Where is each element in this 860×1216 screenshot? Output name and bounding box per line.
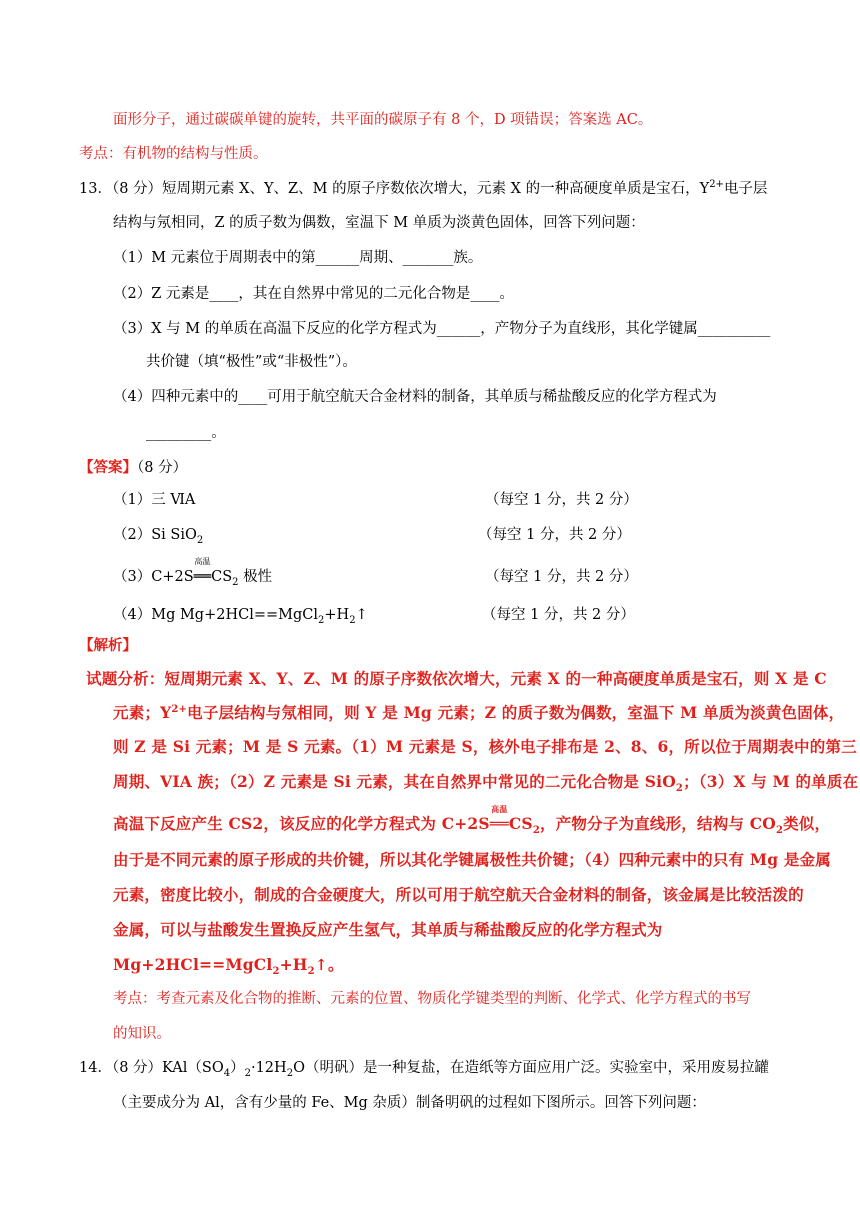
answer-score: （8 分）: [137, 460, 188, 476]
q13-sub3-line1: （3）X 与 M 的单质在高温下反应的化学方程式为______，产物分子为直线形，其化学键属__________: [113, 321, 771, 337]
answer-2: （2）Si SiO$_2$: [113, 527, 204, 546]
answer-label: 【答案】: [79, 459, 137, 476]
analysis-line9: $Mg+2HCl==MgCl_2+H_2↑$。: [113, 955, 344, 978]
q13-sub3-line2: 共价键（填“极性”或“非极性”）。: [146, 354, 357, 370]
analysis-line5: 高温下反应产生 CS2，该反应的化学方程式为 C+2S 高温 $══CS_2$，产物分子为直线形，结构与 $CO_2$类似，: [113, 804, 831, 837]
analysis-line2: 元素；$Y^{2+}$电子层结构与氖相同，则 Y 是 Mg 元素；Z 的质子数为偶数，室温下 M 单质为淡黄色固体，: [113, 703, 845, 722]
analysis-line1: 试题分析：短周期元素 X、Y、Z、M 的原子序数依次增大，元素 X 的一种高硬度单质是宝石，则 X 是 C: [86, 669, 827, 688]
answer-3: （3）C+2S 高温 $══CS_2$ 极性: [113, 557, 273, 588]
answer-1: （1）三 ⅥA: [113, 492, 196, 508]
q13-stem-line1: 13．（8 分）短周期元素 X、Y、Z、M 的原子序数依次增大，元素 X 的一种高硬度单质是宝石，$Y^{2+}$电子层: [79, 179, 768, 197]
q13-stem-line2: 结构与氖相同，Z 的质子数为偶数，室温下 M 单质为淡黄色固体，回答下列问题：: [113, 215, 645, 231]
q14-line1: 14．（8 分）$KAl(SO_4)_2\cdot 12H_2O$（明矾）是一种复盐，在造纸等方面应用广泛。实验室中，采用废易拉罐: [79, 1060, 769, 1079]
answer-1-points: （每空 1 分，共 2 分）: [485, 492, 638, 508]
reaction-condition: 高温 ══: [193, 557, 212, 585]
answer-4: （4）Mg $Mg+2HCl==MgCl_2+H_2↑$: [113, 607, 368, 626]
answer-3-points: （每空 1 分，共 2 分）: [485, 569, 638, 585]
intro-line: 面形分子，通过碳碳单键的旋转，共平面的碳原子有 8 个，D 项错误；答案选 AC。: [113, 112, 653, 128]
kaodian-line: 考点：有机物的结构与性质。: [79, 146, 268, 162]
q13-sub1: （1）M 元素位于周期表中的第______周期、_______族。: [113, 250, 483, 266]
answer-2-points: （每空 1 分，共 2 分）: [478, 527, 631, 543]
q13-sub4-line2: _________。: [146, 425, 226, 441]
q14-line2: （主要成分为 Al，含有少量的 Fe、Mg 杂质）制备明矾的过程如下图所示。回答下列问题：: [113, 1095, 706, 1111]
analysis-line8: 金属，可以与盐酸发生置换反应产生氢气，其单质与稀盐酸反应的化学方程式为: [113, 920, 663, 939]
analysis-line6: 由于是不同元素的原子形成的共价键，所以其化学键属极性共价键；（4）四种元素中的只有 Mg 是金属: [113, 850, 831, 869]
answer-heading: [79, 458, 187, 478]
q13-sub2: （2）Z 元素是____，其在自然界中常见的二元化合物是____。: [113, 286, 514, 302]
analysis-line3: 则 Z 是 Si 元素；M 是 S 元素。（1）M 元素是 S，核外电子排布是 2、8、6，所以位于周期表中的第三: [113, 737, 857, 756]
kaodian2-line2: 的知识。: [113, 1026, 171, 1042]
analysis-line4: 周期、VIA 族；（2）Z 元素是 Si 元素，其在自然界中常见的二元化合物是 SiO$_2$；（3）X 与 M 的单质在: [113, 772, 859, 795]
q13-sub4-line1: （4）四种元素中的____可用于航空航天合金材料的制备，其单质与稀盐酸反应的化学方程式为: [113, 389, 717, 405]
analysis-label: 【解析】: [79, 637, 137, 654]
kaodian2-line1: 考点：考查元素及化合物的推断、元素的位置、物质化学键类型的判断、化学式、化学方程式的书写: [113, 991, 751, 1007]
answer-4-points: （每空 1 分，共 2 分）: [482, 607, 635, 623]
analysis-line7: 元素，密度比较小，制成的合金硬度大，所以可用于航空航天合金材料的制备，该金属是比较活泼的: [113, 885, 804, 904]
reaction-condition: 高温 ══: [489, 804, 509, 833]
